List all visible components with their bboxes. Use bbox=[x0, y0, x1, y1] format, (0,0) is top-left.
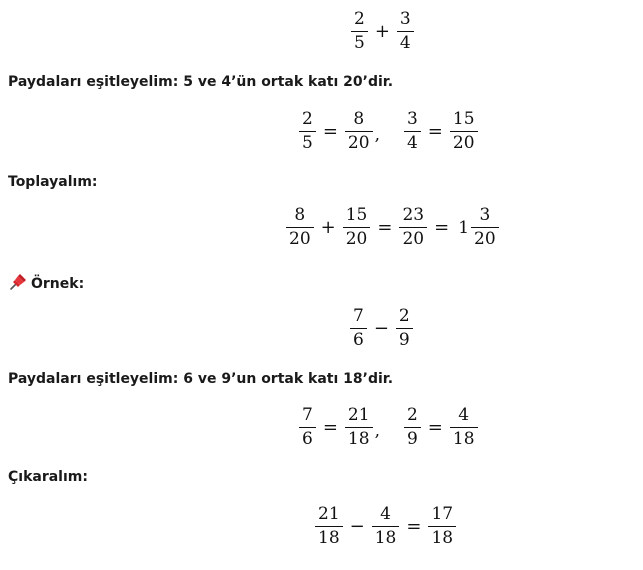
fraction: $\frac{2}{5}$ bbox=[299, 110, 316, 153]
fraction: $\frac{4}{18}$ bbox=[372, 505, 400, 548]
equals-operator: = bbox=[427, 417, 443, 438]
fraction: $\frac{4}{18}$ bbox=[450, 406, 478, 449]
fraction: $\frac{2}{9}$ bbox=[404, 406, 421, 449]
fraction: $\frac{15}{20}$ bbox=[450, 110, 478, 153]
example-label: Örnek: bbox=[31, 276, 85, 292]
fraction: $\frac{2}{5}$ bbox=[351, 10, 368, 53]
expression-sum bbox=[349, 10, 416, 53]
mixed-number-whole: 1 bbox=[458, 217, 470, 238]
step-label: Çıkaralım: bbox=[8, 469, 88, 485]
equivalent-fractions bbox=[297, 406, 480, 449]
fraction: $\frac{17}{18}$ bbox=[428, 505, 456, 548]
fraction: $\frac{21}{18}$ bbox=[345, 406, 373, 449]
plus-operator: + bbox=[320, 217, 336, 238]
fraction: $\frac{8}{20}$ bbox=[286, 206, 314, 249]
equals-operator: = bbox=[427, 121, 443, 142]
pushpin-icon bbox=[8, 272, 28, 296]
expression-difference bbox=[348, 307, 415, 350]
minus-operator: − bbox=[349, 516, 365, 537]
equivalent-fractions bbox=[297, 110, 480, 153]
fraction: $\frac{3}{20}$ bbox=[471, 206, 499, 249]
equals-operator: = bbox=[377, 217, 393, 238]
sum-equation bbox=[284, 206, 501, 249]
step-label: Paydaları eşitleyelim: 6 ve 9’un ortak katı 18’dir. bbox=[8, 371, 394, 387]
fraction: $\frac{2}{9}$ bbox=[396, 307, 413, 350]
fraction: $\frac{21}{18}$ bbox=[315, 505, 343, 548]
minus-operator: − bbox=[373, 318, 389, 339]
equals-operator: = bbox=[322, 417, 338, 438]
equals-operator: = bbox=[406, 516, 422, 537]
separator-comma: , bbox=[374, 420, 380, 441]
step-label: Paydaları eşitleyelim: 5 ve 4’ün ortak katı 20’dir. bbox=[8, 74, 394, 90]
fraction: $\frac{3}{4}$ bbox=[397, 10, 414, 53]
plus-operator: + bbox=[374, 21, 390, 42]
step-label: Toplayalım: bbox=[8, 174, 98, 190]
fraction: $\frac{7}{6}$ bbox=[350, 307, 367, 350]
separator-comma: , bbox=[374, 124, 380, 145]
fraction: $\frac{3}{4}$ bbox=[404, 110, 421, 153]
fraction: $\frac{23}{20}$ bbox=[399, 206, 427, 249]
equals-operator: = bbox=[322, 121, 338, 142]
difference-equation bbox=[313, 505, 458, 548]
fraction: $\frac{7}{6}$ bbox=[299, 406, 316, 449]
fraction: $\frac{8}{20}$ bbox=[345, 110, 373, 153]
fraction: $\frac{15}{20}$ bbox=[343, 206, 371, 249]
example-heading bbox=[8, 272, 84, 296]
equals-operator: = bbox=[434, 217, 450, 238]
